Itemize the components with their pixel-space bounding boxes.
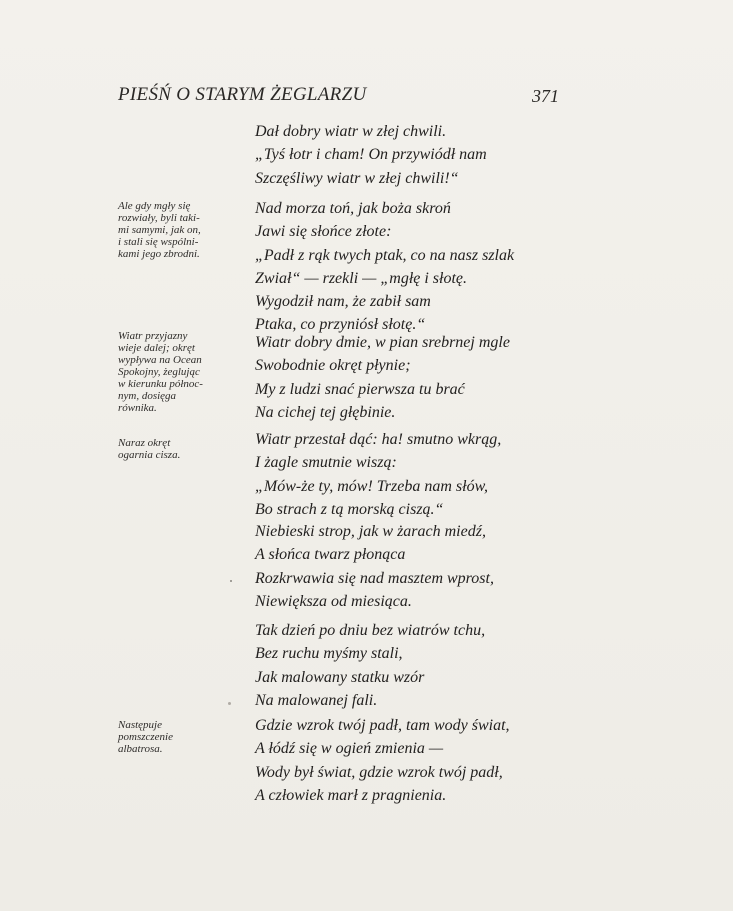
- verse-line: Tak dzień po dniu bez wiatrów tchu,: [255, 622, 486, 639]
- margin-note-line: Ale gdy mgły się: [118, 200, 191, 212]
- verse-line: Ptaka, co przyniósł słotę.“: [255, 316, 426, 334]
- verse-line: Niebieski strop, jak w żarach miedź,: [255, 523, 486, 540]
- margin-note-line: rozwiały, byli taki-: [118, 212, 200, 224]
- page-number: 371: [532, 86, 559, 106]
- margin-note-line: Następuje: [118, 719, 162, 731]
- verse-line: Na malowanej fali.: [255, 691, 378, 709]
- margin-note-2: [118, 330, 236, 414]
- stanza-1: [255, 120, 487, 190]
- verse-line: Zwiał“ — rzekli — „mgłę i słotę.: [255, 269, 468, 287]
- margin-note-line: Wiatr przyjazny: [118, 330, 188, 342]
- verse-line: Jak malowany statku wzór: [255, 668, 425, 686]
- stanza-4: [255, 428, 501, 521]
- verse-line: Bo strach z tą morską ciszą.“: [255, 500, 444, 518]
- verse-line: Wiatr dobry dmie, w pian srebrnej mgle: [255, 334, 510, 351]
- verse-line: Nad morza toń, jak boża skroń: [255, 200, 451, 217]
- margin-note-line: pomszczenie: [118, 731, 173, 743]
- margin-note-line: Naraz okręt: [118, 437, 171, 449]
- stanza-7: [255, 714, 510, 807]
- stanza-6: [255, 619, 485, 712]
- verse-line: Rozkrwawia się nad masztem wprost,: [255, 569, 494, 587]
- verse-line: Wiatr przestał dąć: ha! smutno wkrąg,: [255, 431, 502, 448]
- verse-line: „Mów-że ty, mów! Trzeba nam słów,: [255, 477, 489, 495]
- margin-note-line: Spokojny, żeglując: [118, 366, 200, 378]
- margin-note-line: równika.: [118, 402, 157, 414]
- verse-line: Swobodnie okręt płynie;: [255, 357, 411, 375]
- verse-line: A człowiek marł z pragnienia.: [255, 786, 447, 804]
- paper-speck: [228, 702, 231, 705]
- verse-line: Wody był świat, gdzie wzrok twój padł,: [255, 763, 503, 781]
- verse-line: Na cichej tej głębinie.: [255, 403, 396, 421]
- verse-line: Niewiększa od miesiąca.: [255, 592, 412, 610]
- verse-line: Szczęśliwy wiatr w złej chwili!“: [255, 169, 459, 187]
- verse-line: Wygodził nam, że zabił sam: [255, 293, 431, 311]
- margin-note-line: albatrosa.: [118, 743, 163, 755]
- margin-note-line: wypływa na Ocean: [118, 354, 202, 366]
- margin-note-line: ogarnia cisza.: [118, 449, 181, 461]
- margin-note-1: [118, 200, 236, 260]
- running-header-title: PIEŚŃ O STARYM ŻEGLARZU: [118, 84, 367, 105]
- margin-note-line: kami jego zbrodni.: [118, 248, 200, 260]
- margin-note-line: w kierunku północ-: [118, 378, 203, 390]
- margin-note-3: [118, 437, 236, 461]
- margin-note-line: nym, dosięga: [118, 390, 177, 402]
- verse-line: „Tyś łotr i cham! On przywiódł nam: [255, 146, 487, 164]
- verse-line: Bez ruchu myśmy stali,: [255, 645, 403, 663]
- verse-line: A słońca twarz płonąca: [255, 546, 406, 564]
- stanza-2: [255, 197, 514, 337]
- verse-line: My z ludzi snać pierwsza tu brać: [255, 380, 465, 398]
- margin-note-line: i stali się wspólni-: [118, 236, 199, 248]
- verse-line: „Padł z rąk twych ptak, co na nasz szlak: [255, 246, 515, 264]
- stanza-3: [255, 331, 510, 424]
- stanza-5: [255, 520, 494, 613]
- margin-note-4: [118, 719, 236, 755]
- verse-line: Dał dobry wiatr w złej chwili.: [255, 123, 447, 140]
- verse-line: Jawi się słońce złote:: [255, 223, 392, 241]
- paper-speck: [230, 580, 232, 582]
- verse-line: A łódź się w ogień zmienia —: [255, 740, 444, 758]
- verse-line: I żagle smutnie wiszą:: [255, 454, 397, 472]
- margin-note-line: mi samymi, jak on,: [118, 224, 201, 236]
- margin-note-line: wieje dalej; okręt: [118, 342, 195, 354]
- verse-line: Gdzie wzrok twój padł, tam wody świat,: [255, 717, 510, 734]
